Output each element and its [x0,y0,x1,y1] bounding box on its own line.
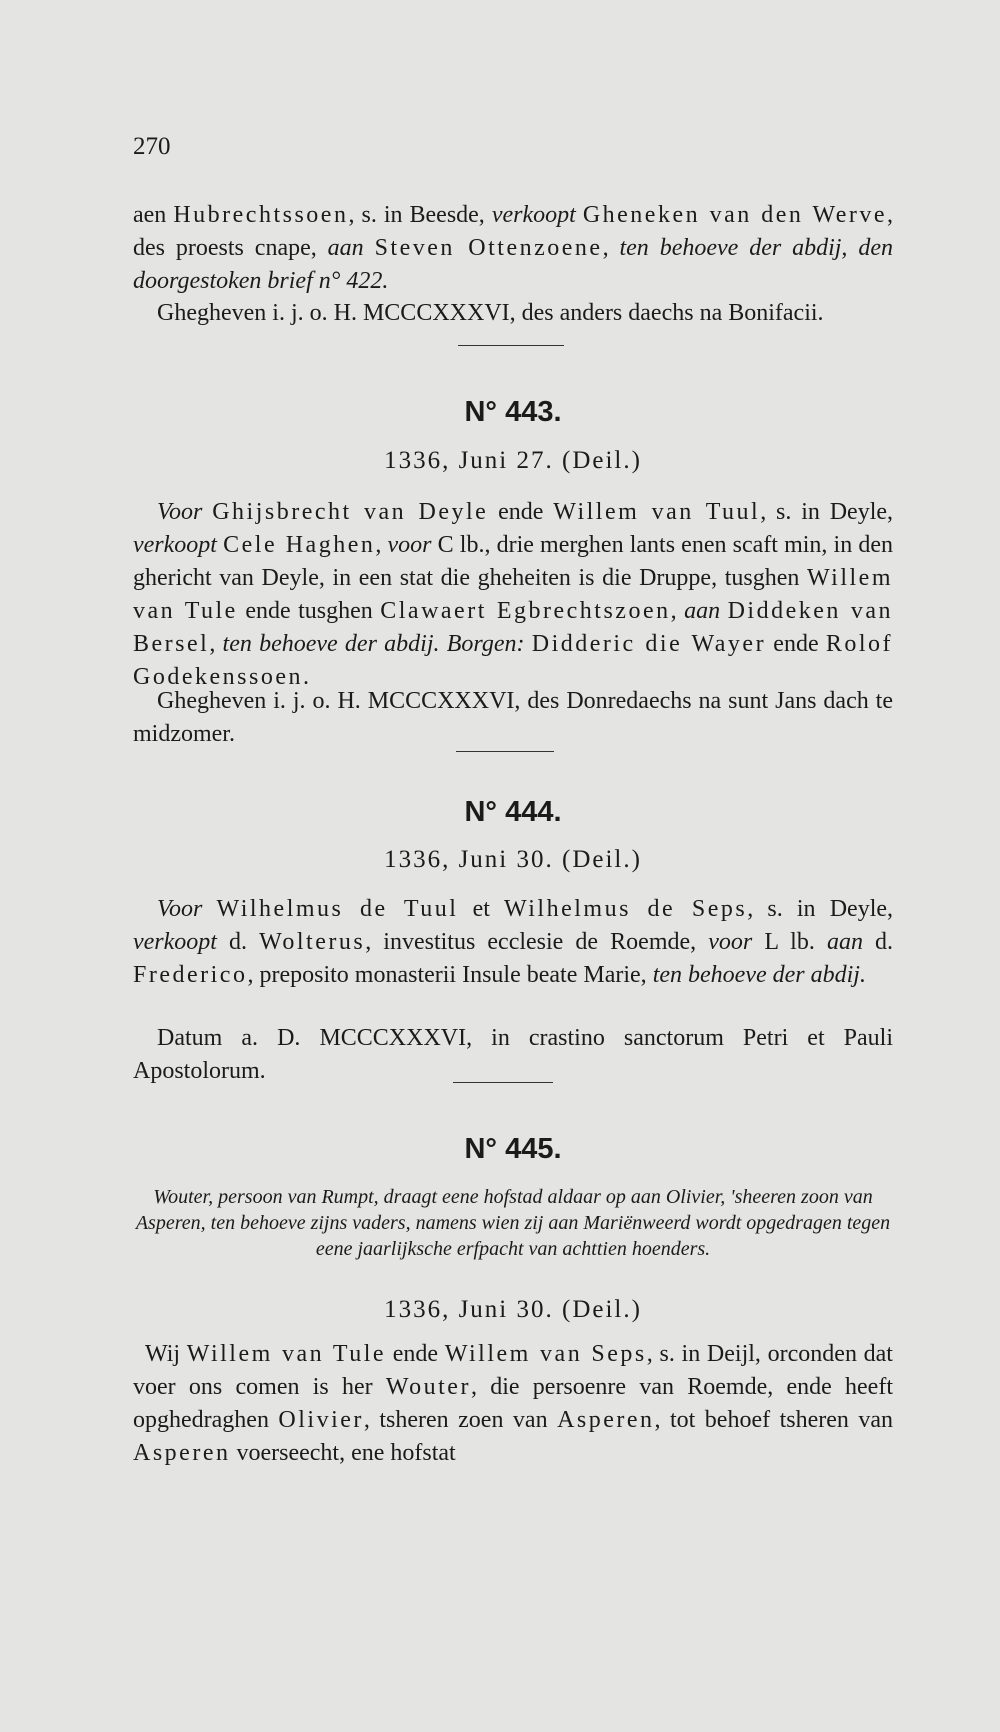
text-run: , preposito monasterii Insule beate Marie, [247,962,653,988]
entry-443-date: 1336, Juni 27. (Deil.) [384,447,642,474]
person-name: Wouter [385,1374,471,1400]
person-name: Willem van Tuul [553,499,761,525]
text-run: ende [766,631,826,657]
person-name: Diddeken van Bersel [133,598,894,657]
entry-443-given: Ghegheven i. j. o. H. MCCCXXXVI, des Donredaechs na sunt Jans dach te midzomer. [133,688,893,747]
person-name: Wolterus [259,929,366,955]
person-name: Willem van Tule [186,1341,387,1367]
text-run: , [375,532,388,558]
entry-443-number: N° 443. [464,396,562,428]
person-name: Asperen [557,1407,655,1433]
person-name: Cele Haghen [223,532,376,558]
text-run: , s. in Deyle, [760,499,894,525]
entry-445-summary: Wouter, persoon van Rumpt, draagt eene hofstad aldaar op aan Olivier, 'sheeren zoon van Asperen, ten behoeve zijns vaders, namens wien zij aan Mariënweerd wordt opgedragen tegen eene jaarlijksche erfpacht van achttien hoenders. [135,1186,891,1260]
text-run [364,235,375,261]
text-run: , [602,235,620,261]
italic-term: ten behoeve der abdij, den doorgestoken brief n° 422. [133,235,893,294]
italic-term: verkoopt [133,929,217,955]
entry-442-given: Ghegheven i. j. o. H. MCCCXXXVI, des anders daechs na Bonifacii. [157,300,824,326]
person-name: Didderic die Wayer [531,631,767,657]
italic-term: aan [826,929,863,955]
text-run [576,202,583,228]
text-run: ende [386,1341,445,1367]
italic-term: Voor [157,499,203,525]
person-name: Olivier [278,1407,364,1433]
text-run: ende tusghen [237,598,381,624]
person-name: Gheneken van den Werve [582,202,888,228]
text-run: , tot behoef tsheren van [654,1407,894,1433]
text-run: ende [488,499,554,525]
text-run: , [209,631,223,657]
text-run: , die persoenre van Roemde, ende heeft opghedraghen [133,1374,893,1433]
text-run [202,499,212,525]
person-name: Wilhelmus de Seps [504,896,748,922]
italic-term: ten behoeve der abdij. [652,962,866,988]
italic-term: verkoopt [133,532,217,558]
person-name: Clawaert Egbrechtszoen [380,598,671,624]
text-run: L lb. [752,929,827,955]
text-run [720,598,727,624]
person-name: Willem van Seps [444,1341,647,1367]
text-run: , s. in Deyle, [747,896,894,922]
italic-term: voor [708,929,753,955]
person-name: Frederico [133,962,248,988]
entry-444-text [133,893,893,992]
person-name: Wilhelmus de Tuul [216,896,459,922]
entry-444-number: N° 444. [464,796,562,828]
section-divider [458,345,564,346]
text-run: , s. in Deijl, orconden dat voer ons comen is her [133,1341,893,1400]
text-run: d. [216,929,260,955]
person-name: Hubrechtssoen [173,202,349,228]
person-name: Rolof Godekenssoen. [133,631,894,690]
entry-445-date: 1336, Juni 30. (Deil.) [384,1296,642,1323]
entry-443-text [133,496,893,694]
person-name: Willem van Tule [133,565,893,624]
text-run: C lb., drie merghen lants enen scaft min, in den ghericht van Deyle, in een stat die gheheiten is die Druppe, tusghen [133,532,893,591]
text-run: , s. in Beesde, [348,202,492,228]
italic-term: ten behoeve der abdij. [222,631,440,657]
person-name: Ghijsbrecht van Deyle [212,499,489,525]
text-run: , [670,598,685,624]
entry-444-given: Datum a. D. MCCCXXXVI, in crastino sanctorum Petri et Pauli Apostolorum. [133,1025,893,1084]
entry-442-text [133,199,893,298]
text-run [202,896,216,922]
person-name: Steven Ottenzoene [374,235,603,261]
italic-term: verkoopt [491,202,576,228]
section-divider [453,1082,553,1083]
section-divider [456,751,554,752]
italic-term: voor [387,532,432,558]
entry-445-number: N° 445. [464,1133,562,1165]
text-run: aen [133,202,174,228]
entry-445-text [133,1338,893,1470]
page-number: 270 [133,133,171,160]
person-name: Asperen [133,1440,231,1466]
text-run: , investitus ecclesie de Roemde, [365,929,709,955]
text-run: voerseecht, ene hofstat [230,1440,456,1466]
italic-term: aan [327,235,364,261]
text-run: Wij [145,1341,187,1367]
italic-term: aan [684,598,721,624]
italic-term: Voor [157,896,203,922]
text-run: d. [862,929,894,955]
italic-term: Borgen: [446,631,525,657]
text-run [525,631,532,657]
text-run: et [458,896,505,922]
text-run: , des proests cnape, [133,202,894,261]
text-run: , tsheren zoen van [363,1407,558,1433]
entry-444-date: 1336, Juni 30. (Deil.) [384,846,642,873]
